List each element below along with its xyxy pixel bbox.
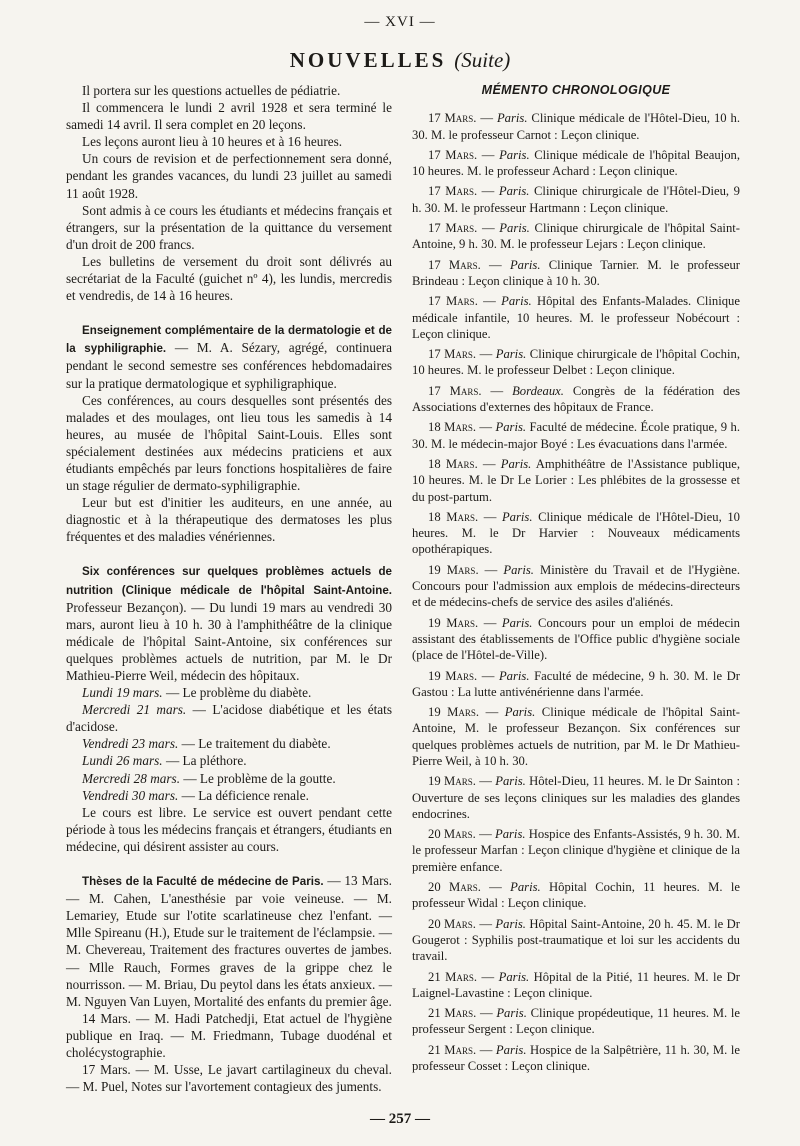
entry-dash: —: [477, 294, 502, 309]
memento-entry: [412, 969, 740, 1002]
entry-date: 17 Mars.: [428, 347, 477, 362]
entry-date: 17 Mars.: [428, 294, 478, 309]
entry-date: 18 Mars.: [428, 420, 476, 435]
entry-date: 17 Mars.: [428, 111, 477, 126]
entry-city: Paris.: [495, 916, 526, 931]
entry-dash: —: [478, 562, 504, 577]
memento-entry: [412, 293, 740, 342]
paragraph: Leur but est d'initier les auditeurs, en une année, au diagnostic et à la thérapeutique des dermatoses les plus fréquentes et des maladies vénériennes.: [66, 495, 392, 545]
entry-city: Paris.: [495, 347, 527, 362]
paragraph: 17 Mars. — M. Usse, Le javart cartilagineux du cheval. — M. Puel, Notes sur l'avortement contagieux des juments.: [66, 1062, 392, 1095]
entry-city: Paris.: [495, 420, 527, 435]
entry-date: 19 Mars.: [428, 705, 480, 720]
schedule-day: Mercredi 28 mars.: [82, 770, 181, 786]
schedule-day: Mercredi 21 mars.: [82, 702, 187, 718]
schedule-item: [66, 701, 392, 735]
entry-text: Clinique médicale de l'hôpital Saint-Antoine, M. le professeur Bezançon. Six conférences sur quelques problèmes actuels de nutrition, par M. le Dr Mathieu-Pierre Weil, à 10 h. 30.: [412, 705, 740, 768]
page-number: — 257 —: [370, 1111, 430, 1127]
schedule-topic: — La déficience renale.: [178, 787, 309, 803]
entry-date: 17 Mars.: [428, 184, 478, 199]
entry-dash: —: [479, 705, 505, 720]
entry-dash: —: [475, 916, 496, 931]
schedule-item: [66, 684, 392, 701]
nutrition-notice: [66, 562, 392, 855]
memento-entry: [412, 562, 740, 611]
memento-entry: [412, 110, 740, 143]
paragraph: [66, 321, 392, 391]
entry-dash: —: [475, 827, 495, 842]
entry-text: Faculté de médecine. École pratique, 9 h. 30. M. le médecin-major Boyé : Les évacuations dans l'armée.: [412, 420, 740, 451]
entry-date: 19 Mars.: [428, 562, 479, 577]
entry-city: Paris.: [494, 827, 526, 842]
schedule-topic: — La pléthore.: [162, 753, 247, 769]
entry-date: 19 Mars.: [428, 668, 478, 683]
title-text: NOUVELLES: [289, 48, 447, 72]
memento-entry: [412, 183, 740, 216]
entry-text: Clinique médicale de l'Hôtel-Dieu, 10 heures. M. le Dr Harvier : Nouveaux médicaments opothérapiques.: [412, 509, 740, 557]
schedule-day: Vendredi 30 mars.: [82, 787, 179, 803]
entry-dash: —: [477, 147, 500, 162]
schedule-day: Lundi 19 mars.: [82, 685, 163, 701]
notice-heading: Enseignement complémentaire de la dermatologie et de la syphiligraphie.: [66, 324, 392, 356]
schedule-item: [66, 752, 392, 769]
schedule-topic: — Le problème de la goutte.: [180, 770, 336, 786]
page-roman-numeral: — XVI —: [364, 14, 436, 30]
entry-date: 17 Mars.: [428, 221, 478, 236]
paragraph: Les leçons auront lieu à 10 heures et à 16 heures.: [82, 134, 343, 150]
entry-text: Clinique Tarnier. M. le professeur Brindeau : Leçon clinique à 10 h. 30.: [412, 257, 740, 288]
entry-dash: —: [476, 111, 497, 126]
memento-entry: [412, 346, 740, 379]
pediatrics-course: [66, 82, 392, 304]
entry-dash: —: [481, 383, 513, 398]
entry-text: Ministère du Travail et de l'Hygiène. Concours pour l'admission aux emplois de médecins-directeurs et de médecins-chefs de service des asiles d'aliénés.: [412, 562, 740, 610]
entry-text: Hôpital de la Pitié, 11 heures. M. le Dr Laignel-Lavastine : Leçon clinique.: [412, 969, 740, 1000]
entry-dash: —: [478, 615, 502, 630]
paragraph: 14 Mars. — M. Hadi Patchedji, Etat actuel de l'hygiène publique en Iraq. — M. Friedmann, Tubage duodénal et cholécystographie.: [66, 1010, 392, 1060]
paragraph: [66, 872, 392, 1010]
notice-body: — M. A. Sézary, agrégé, continuera pendant le second semestre ses conférences hebdomadaires sur la pratique dermatologique et syphiligraphique.: [66, 340, 392, 391]
memento-entry: [412, 826, 740, 875]
memento-entry: [412, 1005, 740, 1038]
schedule-topic: — Le problème du diabète.: [162, 685, 312, 701]
entry-city: Paris.: [498, 969, 530, 984]
notice-heading: Thèses de la Faculté de médecine de Paris.: [82, 875, 324, 889]
paragraph: Les bulletins de versement du droit sont délivrés au secrétariat de la Faculté (guichet nº 4), les lundis, mercredis et vendredis, de 14 à 16 heures.: [66, 253, 392, 304]
theses-notice: [66, 872, 392, 1095]
entry-text: Hôpital des Enfants-Malades. Clinique médicale infantile, 10 heures. M. le professeur Nobécourt : Leçon clinique.: [412, 294, 740, 341]
entry-date: 19 Mars.: [428, 615, 479, 630]
entry-city: Paris.: [501, 509, 533, 524]
entry-text: Congrès de la fédération des Associations d'externes des hôpitaux de France.: [412, 383, 740, 415]
memento-entry: [412, 704, 740, 769]
paragraph: Le cours est libre. Le service est ouvert pendant cette période à tous les médecins français et étrangers, étudiants en médecine, qui désirent assister au cours.: [66, 804, 392, 854]
schedule-item: [66, 735, 392, 752]
memento-entry: [412, 879, 740, 912]
entry-dash: —: [477, 668, 499, 683]
entry-city: Paris.: [495, 1042, 527, 1057]
memento-entry: [412, 419, 740, 452]
entry-city: Paris.: [499, 221, 530, 236]
memento-entry: [412, 456, 740, 505]
entry-date: 18 Mars.: [428, 456, 478, 471]
entry-date: 18 Mars.: [428, 509, 479, 524]
entry-city: Paris.: [509, 257, 541, 272]
paragraph: Il portera sur les questions actuelles de pédiatrie.: [82, 83, 341, 98]
notice-body: — 13 Mars. — M. Cahen, L'anesthésie par voie veineuse. — M. Lemariey, Etude sur l'otite scarlatineuse chez l'enfant. — Mlle Spireanu (H.), Etude sur le traitement de l'éclampsie. — M. Chevereau, Traitement des fractures ouvertes de jambes. — Mlle Rauch, Formes graves de la grippe chez le nourrisson. — M. Briau, Du peytol dans les états anxieux. — M. Nguyen Van Luyen, Mortalité des enfants du premier âge.: [66, 873, 392, 1009]
memento-entry: [412, 773, 740, 822]
entry-text: Hôpital Cochin, 11 heures. M. le professeur Widal : Leçon clinique.: [412, 880, 740, 911]
entry-dash: —: [476, 347, 496, 362]
entry-text: Clinique propédeutique, 11 heures. M. le professeur Sergent : Leçon clinique.: [412, 1006, 740, 1037]
left-column: [66, 82, 392, 1095]
entry-text: Hospice des Enfants-Assistés, 9 h. 30. M. le professeur Marfan : Leçon clinique d'hygiène et clinique de la première enfance.: [412, 827, 740, 874]
entry-date: 17 Mars.: [428, 257, 481, 272]
entry-dash: —: [477, 456, 501, 471]
entry-text: Hôpital Saint-Antoine, 20 h. 45. M. le Dr Gougerot : Syphilis post-traumatique et loi sur les accidents du travail.: [412, 916, 740, 964]
entry-date: 21 Mars.: [428, 1006, 477, 1021]
memento-entry: [412, 916, 740, 965]
entry-dash: —: [478, 509, 502, 524]
schedule-day: Vendredi 23 mars.: [82, 736, 179, 752]
entry-text: Clinique chirurgicale de l'hôpital Saint-Antoine, 9 h. 30. M. le professeur Lejars : Leçon clinique.: [412, 221, 740, 252]
entry-city: Paris.: [504, 705, 536, 720]
entry-city: Paris.: [503, 562, 534, 577]
schedule-item: [66, 770, 392, 787]
memento-entry: [412, 383, 740, 416]
entry-text: Clinique chirurgicale de l'Hôtel-Dieu, 9 h. 30. M. le professeur Hartmann : Leçon clinique.: [412, 184, 740, 215]
schedule-topic: — Le traitement du diabète.: [178, 736, 331, 752]
entry-date: 17 Mars.: [428, 147, 478, 162]
memento-entry: [412, 668, 740, 701]
paragraph: Sont admis à ce cours les étudiants et médecins français et étrangers, sur la présentation de la quittance du versement d'un droit de 200 francs.: [66, 202, 392, 252]
memento-list: [412, 110, 740, 1074]
schedule-topic: — L'acidose diabétique et les états d'acidose.: [66, 702, 392, 735]
memento-entry: [412, 1042, 740, 1075]
memento-heading: MÉMENTO CHRONOLOGIQUE: [481, 83, 671, 97]
entry-city: Paris.: [501, 294, 532, 309]
entry-dash: —: [476, 1006, 497, 1021]
entry-dash: —: [475, 420, 496, 435]
section-title: [0, 48, 800, 73]
memento-entry: [412, 257, 740, 290]
entry-city: Paris.: [498, 668, 530, 683]
entry-city: Paris.: [510, 880, 541, 895]
entry-date: 20 Mars.: [428, 827, 476, 842]
entry-dash: —: [477, 184, 499, 199]
entry-text: Clinique médicale de l'hôpital Beaujon, 10 heures. M. le professeur Achard : Leçon clinique.: [412, 147, 740, 179]
entry-dash: —: [477, 221, 500, 236]
entry-text: Hospice de la Salpêtrière, 11 h. 30, M. le professeur Cosset : Leçon clinique.: [412, 1042, 740, 1074]
entry-dash: —: [476, 1042, 496, 1057]
entry-text: Concours pour un emploi de médecin assistant des établissements de l'Office public d'hygiène sociale (place de l'Hôtel-de-Ville).: [412, 615, 740, 663]
entry-city: Paris.: [495, 774, 526, 789]
entry-dash: —: [477, 969, 499, 984]
entry-city: Paris.: [499, 147, 530, 162]
entry-city: Bordeaux.: [512, 383, 564, 398]
paragraph: [66, 562, 392, 684]
entry-text: Hôtel-Dieu, 11 heures. M. le Dr Sainton : Ouverture de ses leçons cliniques sur les maladies des glandes endocrines.: [412, 774, 740, 821]
memento-entry: [412, 615, 740, 664]
title-suffix: (Suite): [454, 48, 511, 72]
entry-city: Paris.: [496, 1006, 527, 1021]
paragraph: Ces conférences, au cours desquelles sont présentés des malades et des moulages, ont lieu tous les samedis à 14 heures, au musée de l'hôpital Saint-Louis. Elles sont spécialement destinées aux médecins praticiens et aux étudiants empêchés par leurs fonctions hospitalières de faire un stage régulier de dermato-syphiligraphie.: [66, 392, 392, 494]
entry-text: Amphithéâtre de l'Assistance publique, 10 heures. M. le Dr Le Lorier : Les phlébites de la grossesse et du post-partum.: [412, 456, 740, 504]
dermatology-notice: [66, 321, 392, 545]
entry-date: 21 Mars.: [428, 1042, 477, 1057]
schedule-day: Lundi 26 mars.: [82, 753, 163, 769]
paragraph: Un cours de revision et de perfectionnement sera donné, pendant les grandes vacances, du lundi 23 juillet au samedi 11 août 1928.: [66, 151, 392, 201]
entry-date: 17 Mars.: [428, 383, 482, 398]
entry-date: 20 Mars.: [428, 916, 476, 931]
entry-date: 20 Mars.: [428, 880, 481, 895]
right-column: [412, 82, 740, 1078]
entry-city: Paris.: [501, 615, 533, 630]
entry-date: 21 Mars.: [428, 969, 478, 984]
notice-heading: Six conférences sur quelques problèmes actuels de nutrition (Clinique médicale de l'hôpital Saint-Antoine.: [66, 565, 392, 597]
entry-text: Clinique médicale de l'Hôtel-Dieu, 10 h. 30. M. le professeur Carnot : Leçon clinique.: [412, 111, 740, 142]
schedule-item: [66, 787, 392, 804]
entry-dash: —: [475, 774, 496, 789]
entry-city: Paris.: [500, 456, 532, 471]
memento-entry: [412, 220, 740, 253]
entry-city: Paris.: [498, 184, 530, 199]
memento-entry: [412, 509, 740, 558]
paragraph: Il commencera le lundi 2 avril 1928 et sera terminé le samedi 14 avril. Il sera complet en 20 leçons.: [66, 100, 392, 133]
entry-dash: —: [480, 880, 511, 895]
entry-text: Clinique chirurgicale de l'hôpital Cochin, 10 heures. M. le professeur Delbet : Leçon clinique.: [412, 347, 740, 378]
entry-dash: —: [480, 257, 510, 272]
notice-body: Professeur Bezançon). — Du lundi 19 mars au vendredi 30 mars, auront lieu à 10 h. 30 à l'amphithéâtre de la clinique médicale de l'hôpital Saint-Antoine, six conférences sur quelques problèmes actuels de nutrition, par M. le Dr Mathieu-Pierre Weil, médecin des hôpitaux.: [66, 599, 392, 683]
entry-date: 19 Mars.: [428, 774, 476, 789]
entry-text: Faculté de médecine, 9 h. 30. M. le Dr Gastou : La lutte antivénérienne dans l'armée.: [412, 668, 740, 699]
memento-entry: [412, 147, 740, 180]
entry-city: Paris.: [496, 111, 528, 126]
